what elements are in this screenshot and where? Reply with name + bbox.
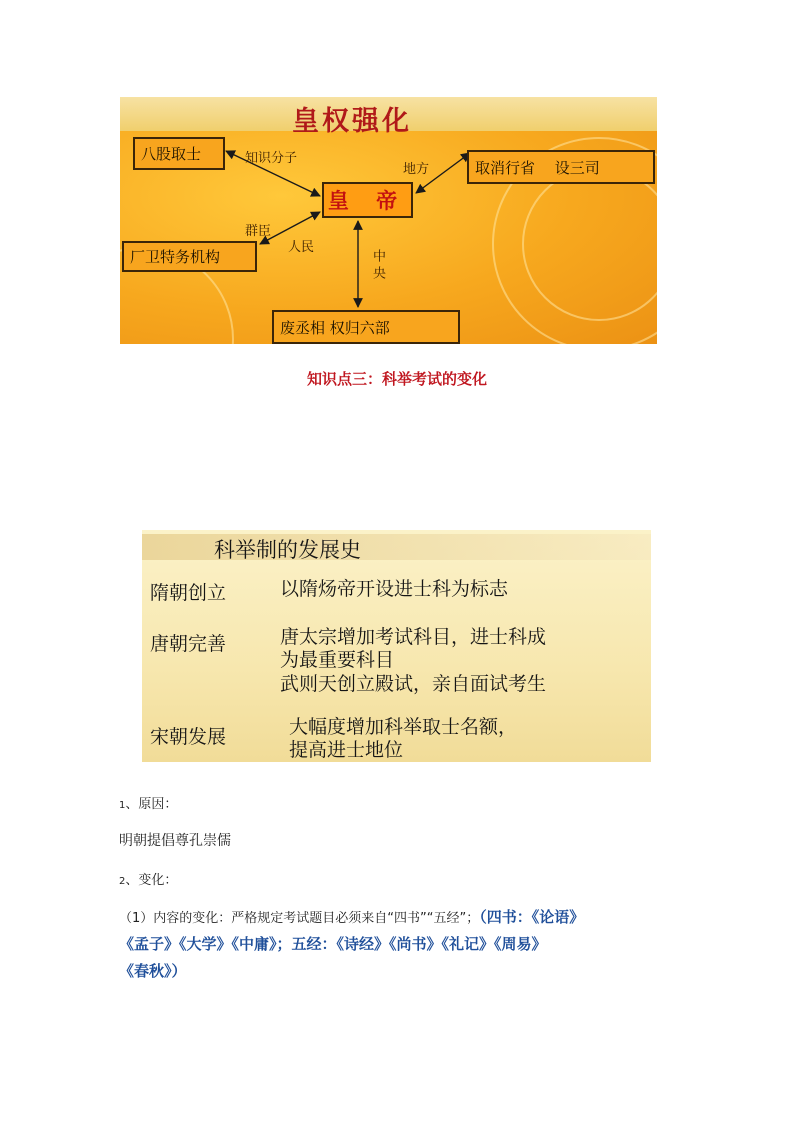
era-tang: 唐朝完善 (150, 633, 227, 655)
desc-song-line: 大幅度增加科举取士名额， (289, 716, 518, 738)
item-2-change (119, 869, 177, 888)
content-change-prefix: （1）内容的变化：严格规定考试题目必须来自“四书”“五经”； (119, 911, 480, 926)
item-number: 2 (119, 876, 126, 887)
section-heading: 知识点三：科举考试的变化 (306, 370, 487, 388)
label-people: 人民 (288, 240, 315, 255)
label-local: 地方 (403, 162, 430, 177)
box-abolish-chancellor: 废丞相 权归六部 (272, 310, 460, 344)
item-text: 、原因： (125, 797, 178, 812)
diagram-arrows (120, 97, 657, 344)
diagram-title: 皇权强化 (292, 106, 412, 137)
desc-tang-line: 为最重要科目 (280, 649, 395, 671)
item-1-reason (119, 793, 177, 812)
desc-tang-line: 武则天创立殿试，亲自面试考生 (280, 673, 547, 695)
desc-song-line: 提高进士地位 (289, 739, 404, 761)
item-number: 1 (119, 800, 126, 811)
label-ministers: 群臣 (245, 224, 272, 239)
box-emperor: 皇 帝 (322, 182, 413, 218)
era-sui: 隋朝创立 (150, 582, 227, 604)
paragraph-reason: 明朝提倡尊孔崇儒 (119, 833, 231, 849)
label-intellectuals: 知识分子 (245, 151, 298, 166)
box-bagu-exam: 八股取士 (133, 137, 225, 170)
item-text: 、变化： (125, 873, 178, 888)
era-song: 宋朝发展 (150, 726, 227, 748)
imperial-power-diagram (120, 97, 657, 344)
slide-title: 科举制的发展史 (214, 538, 361, 562)
label-central: 中央 (370, 249, 385, 283)
content-change-line-1 (119, 906, 584, 927)
box-changwei-agency: 厂卫特务机构 (122, 241, 257, 272)
content-change-line-3: 《春秋》） (119, 962, 187, 980)
four-books-list: （四书：《论语》 (479, 908, 585, 926)
desc-tang-line: 唐太宗增加考试科目，进士科成 (280, 626, 547, 648)
desc-sui-line: 以隋炀帝开设进士科为标志 (280, 578, 509, 600)
content-change-line-2: 《孟子》《大学》《中庸》；五经：《诗经》《尚书》《礼记》《周易》 (119, 935, 547, 953)
box-abolish-province: 取消行省 设三司 (467, 150, 655, 184)
keju-history-slide (142, 530, 651, 762)
